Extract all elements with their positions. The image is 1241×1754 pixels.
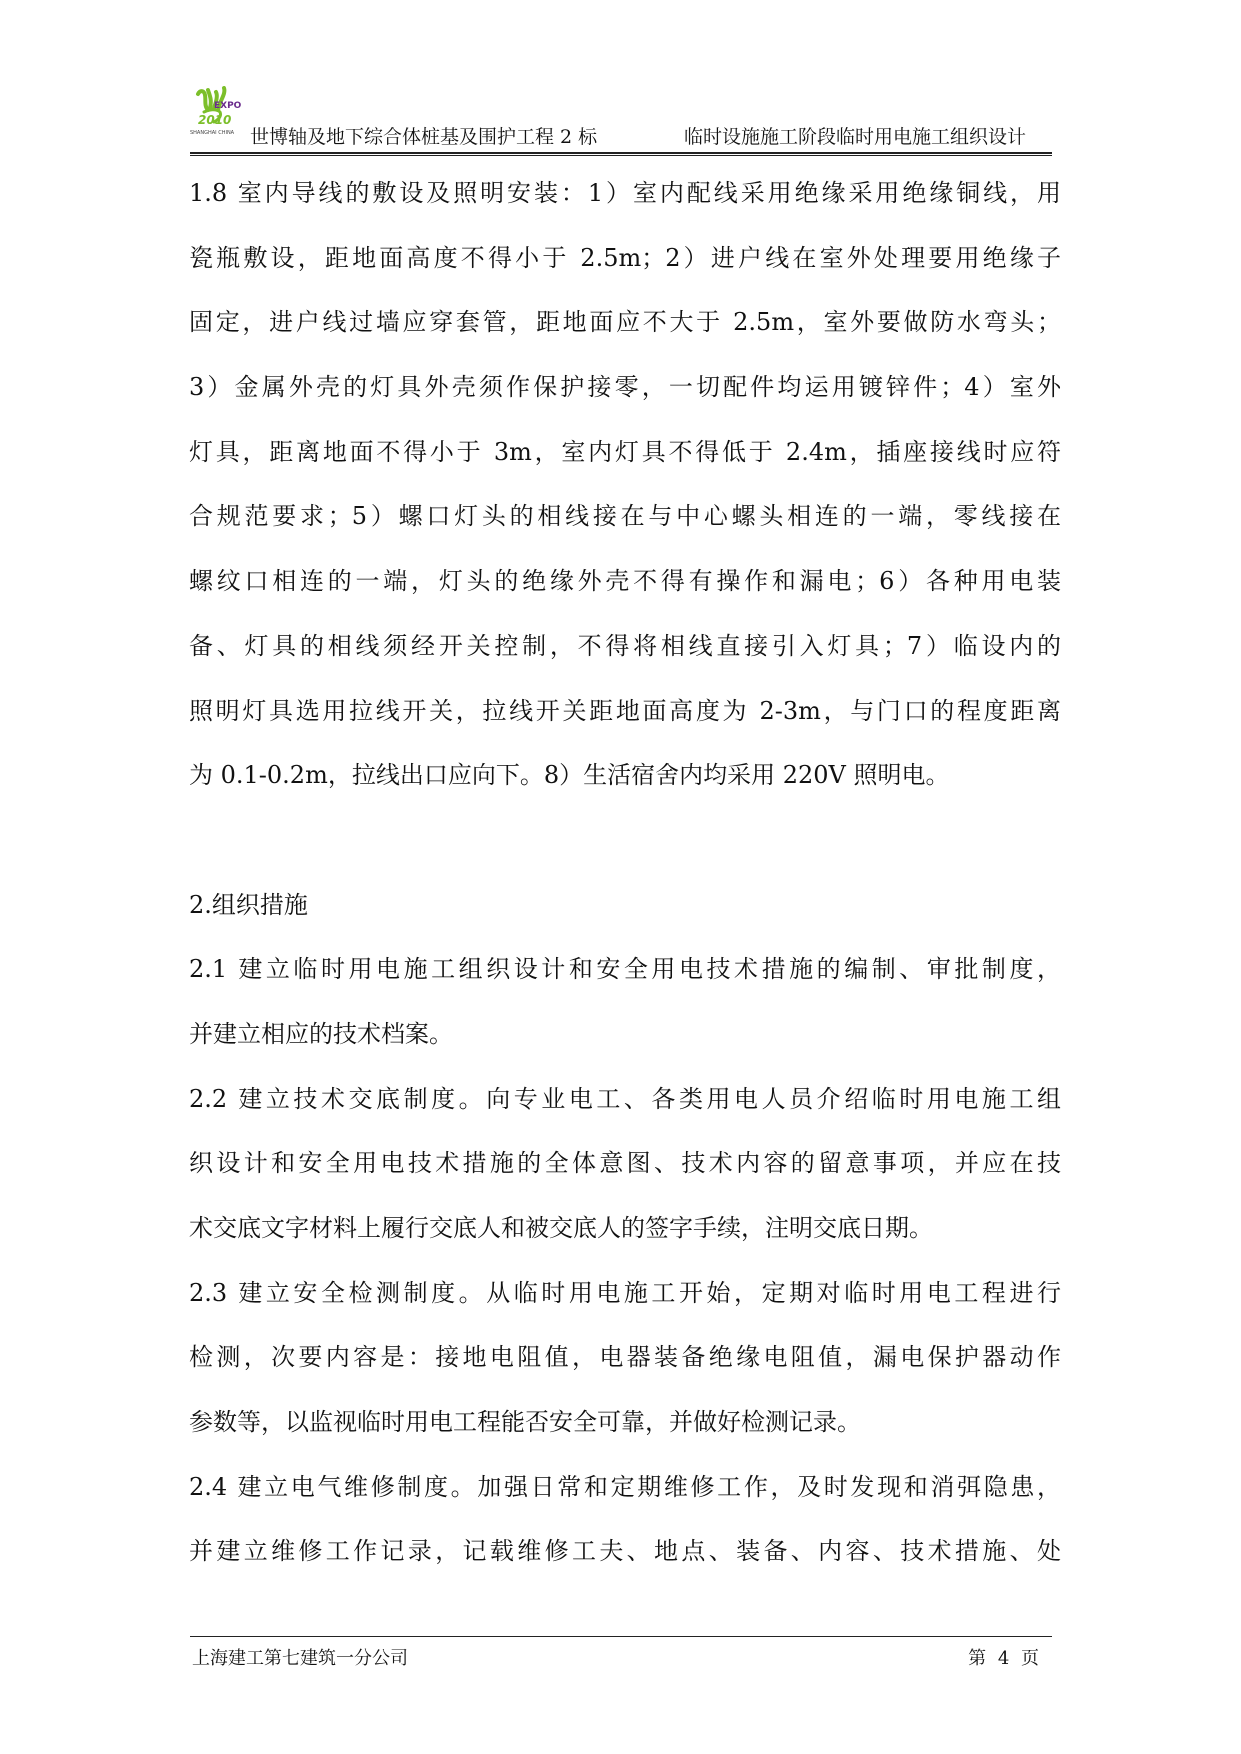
paragraph-line: 2.3 建立安全检测制度。从临时用电施工开始，定期对临时用电工程进行 xyxy=(189,1278,1061,1307)
header-document-title: 临时设施施工阶段临时用电施工组织设计 xyxy=(683,126,1026,148)
paragraph-line: 灯具，距离地面不得小于 3m，室内灯具不得低于 2.4m，插座接线时应符 xyxy=(189,437,1061,466)
page-number: 第 4 页 xyxy=(968,1648,1039,1669)
paragraph-line: 并建立相应的技术档案。 xyxy=(189,1019,453,1048)
logo-city-text: SHANGHAI CHINA xyxy=(190,130,235,136)
paragraph-line: 3）金属外壳的灯具外壳须作保护接零，一切配件均运用镀锌件；4）室外 xyxy=(189,373,1061,402)
logo-expo-text: EXPO xyxy=(214,101,242,111)
section-heading: 2.组织措施 xyxy=(189,890,308,919)
paragraph-line: 2.2 建立技术交底制度。向专业电工、各类用电人员介绍临时用电施工组 xyxy=(189,1084,1061,1113)
paragraph-line: 备、灯具的相线须经开关控制，不得将相线直接引入灯具；7）临设内的 xyxy=(189,631,1061,660)
paragraph-line: 瓷瓶敷设，距地面高度不得小于 2.5m；2）进户线在室外处理要用绝缘子 xyxy=(189,243,1061,272)
paragraph-line: 检测，次要内容是：接地电阻值，电器装备绝缘电阻值，漏电保护器动作 xyxy=(189,1343,1061,1372)
paragraph-line: 螺纹口相连的一端，灯头的绝缘外壳不得有操作和漏电；6）各种用电装 xyxy=(189,567,1061,596)
page-header xyxy=(190,86,1052,152)
paragraph-line: 术交底文字材料上履行交底人和被交底人的签字手续，注明交底日期。 xyxy=(189,1214,933,1242)
paragraph-line: 1.8 室内导线的敷设及照明安装：1）室内配线采用绝缘采用绝缘铜线，用 xyxy=(189,179,1061,207)
paragraph-line: 2.1 建立临时用电施工组织设计和安全用电技术措施的编制、审批制度， xyxy=(189,955,1061,984)
footer-divider xyxy=(190,1636,1052,1637)
document-body xyxy=(189,161,1061,1584)
paragraph-line: 照明灯具选用拉线开关，拉线开关距地面高度为 2-3m，与门口的程度距离 xyxy=(189,696,1061,725)
logo-year-text: 2010 xyxy=(198,113,232,127)
paragraph-line: 为 0.1-0.2m，拉线出口应向下。8）生活宿舍内均采用 220V 照明电。 xyxy=(189,761,950,790)
expo-2010-logo-icon xyxy=(190,86,246,148)
paragraph-line: 织设计和安全用电技术措施的全体意图、技术内容的留意事项，并应在技 xyxy=(189,1149,1061,1178)
header-divider xyxy=(190,152,1052,156)
paragraph-line: 2.4 建立电气维修制度。加强日常和定期维修工作，及时发现和消弭隐患， xyxy=(189,1472,1061,1501)
paragraph-line: 参数等，以监视临时用电工程能否安全可靠，并做好检测记录。 xyxy=(189,1408,861,1437)
footer-company: 上海建工第七建筑一分公司 xyxy=(192,1648,408,1669)
paragraph-line: 并建立维修工作记录，记载维修工夫、地点、装备、内容、技术措施、处 xyxy=(189,1537,1061,1566)
paragraph-line: 合规范要求；5）螺口灯头的相线接在与中心螺头相连的一端，零线接在 xyxy=(189,502,1061,531)
blank-line xyxy=(189,808,1061,873)
paragraph-line: 固定，进户线过墙应穿套管，距地面应不大于 2.5m，室外要做防水弯头； xyxy=(189,308,1061,337)
header-project-title: 世博轴及地下综合体桩基及围护工程 2 标 xyxy=(250,126,598,148)
